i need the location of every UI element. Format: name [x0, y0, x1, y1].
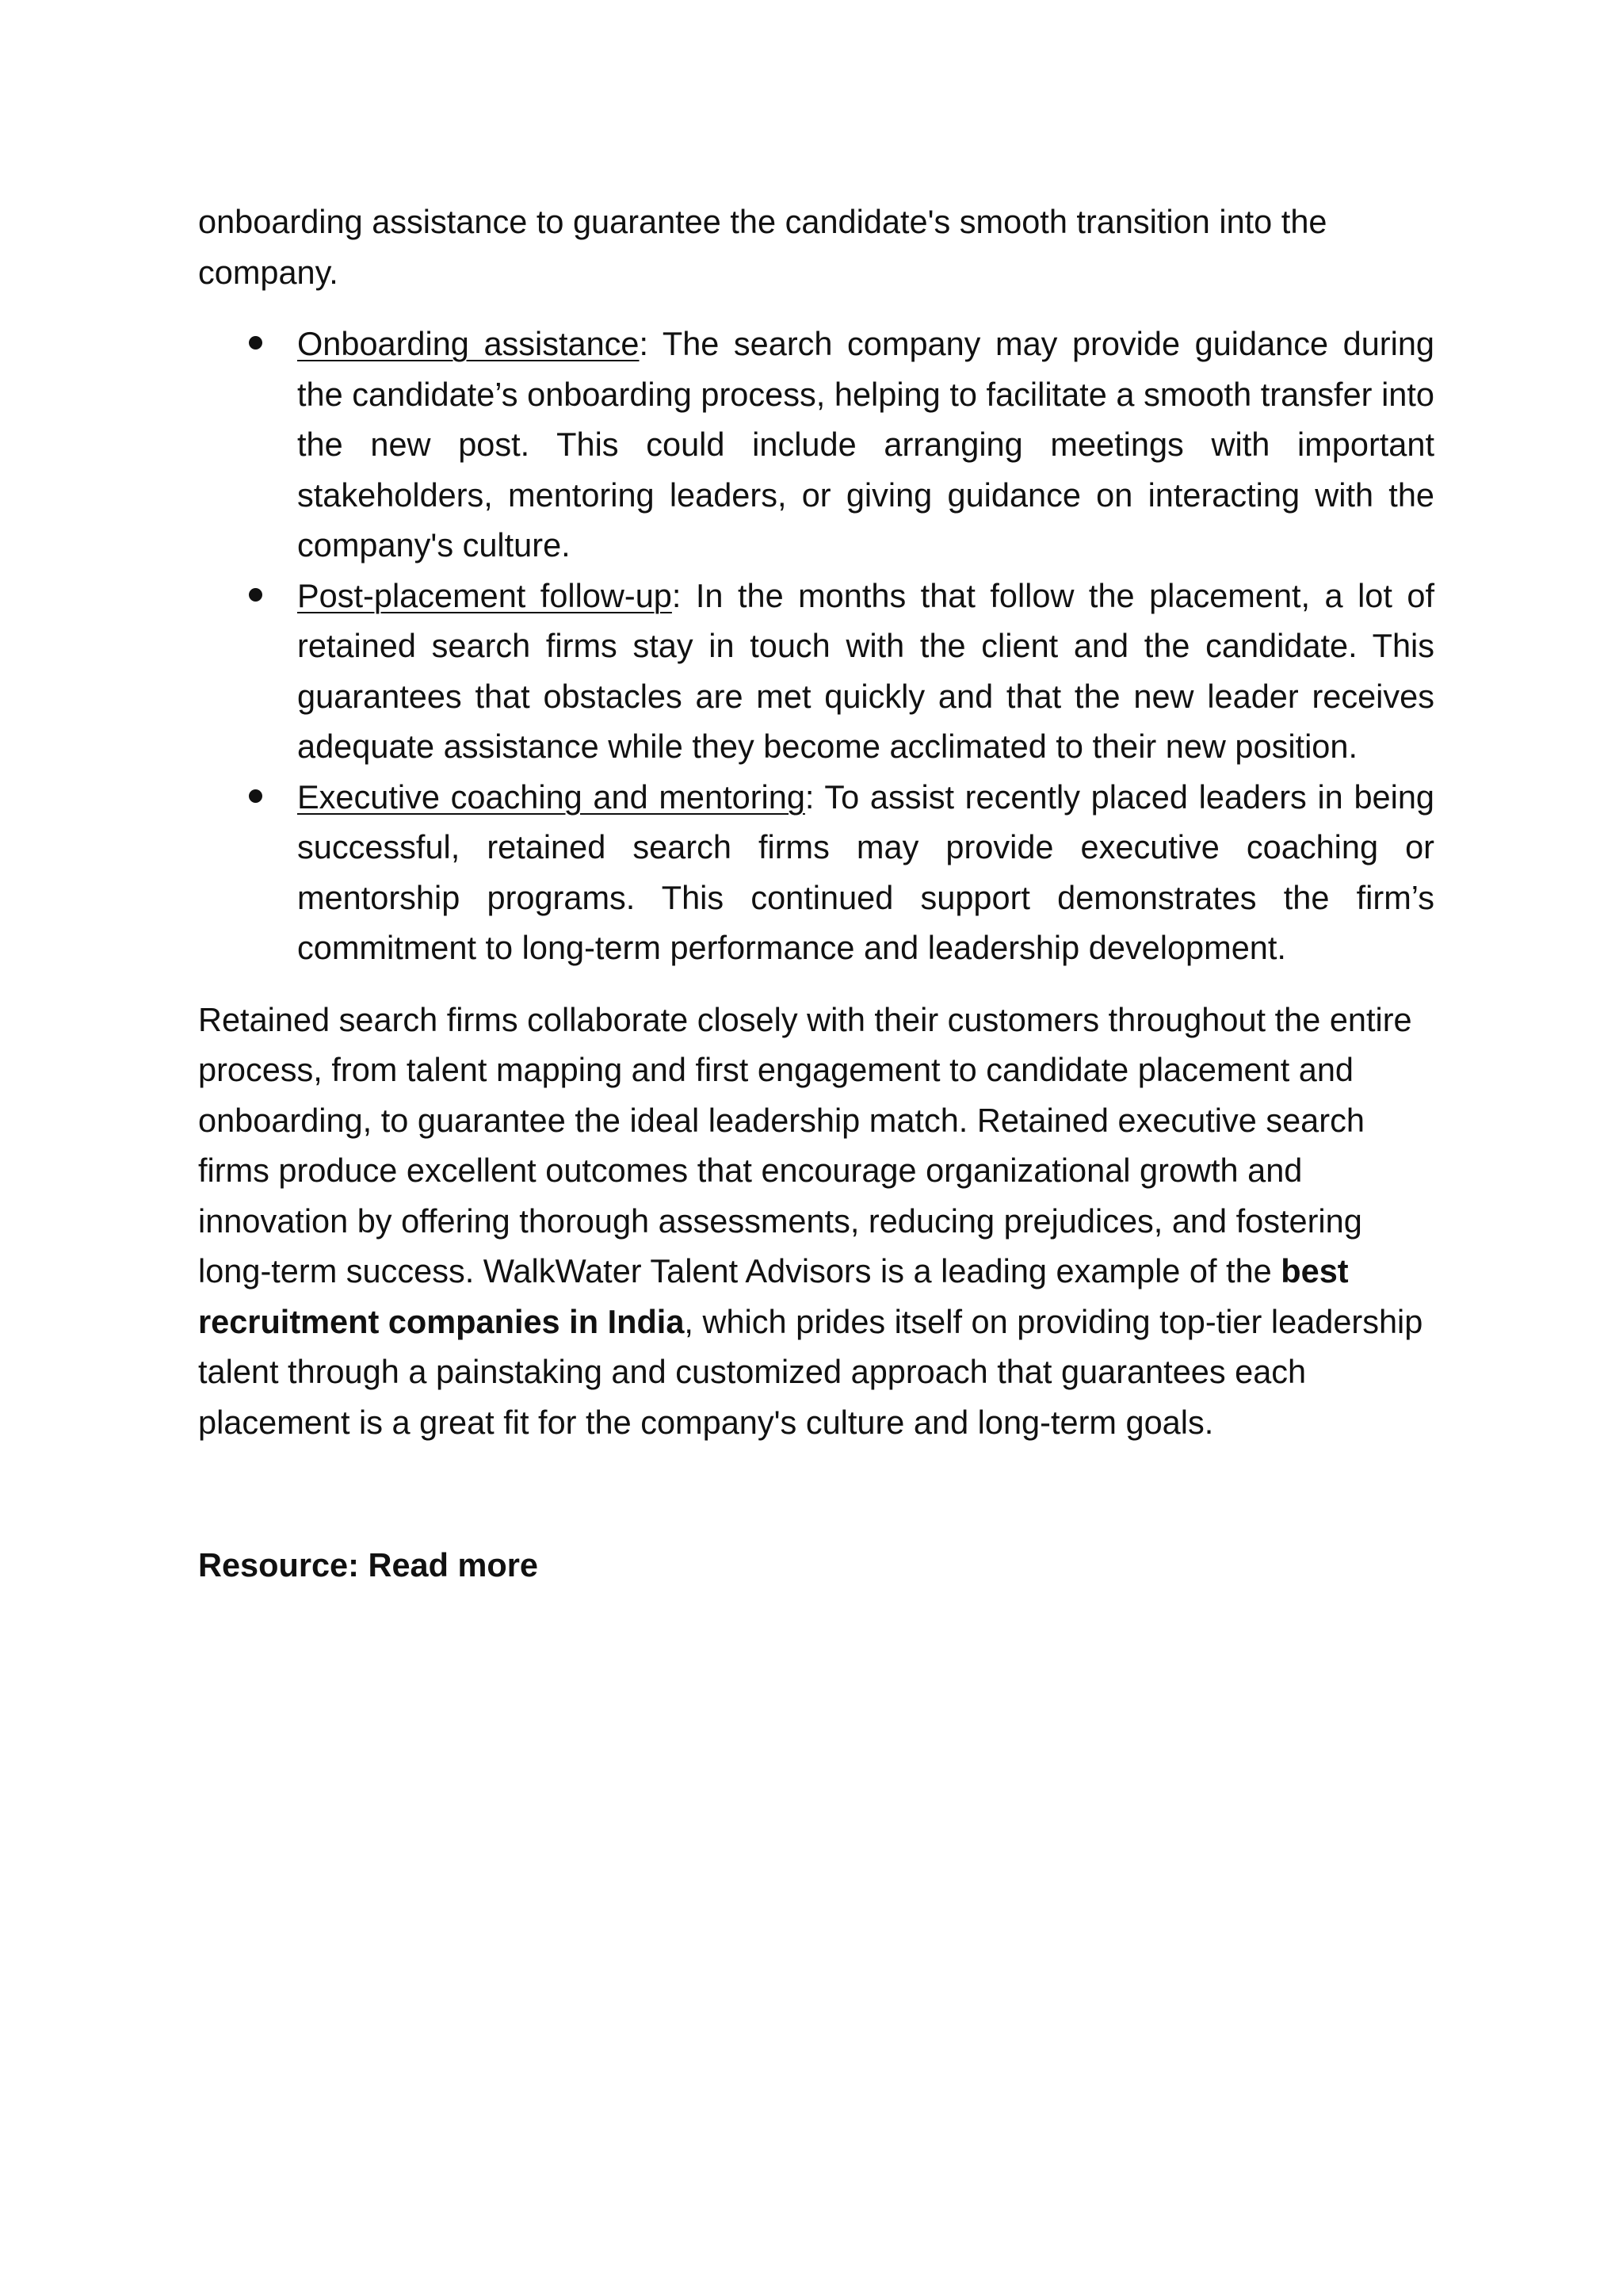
bullet-text: : In the months that follow the placement, a lot of retained search firms stay in touch with the client and the candidate. This guarantees that obstacles are met quickly and that the new leader receives adequate assistance while they become acclimated to their new position.: [297, 576, 1434, 765]
bullet-icon: [249, 336, 262, 350]
bullet-term: Post-placement follow-up: [297, 576, 672, 614]
summary-text-before: Retained search firms collaborate closely with their customers throughout the entire process, from talent mapping and first engagement to candidate placement and onboarding, to guarantee the ideal leadership match. Retained executive search firms produce excellent outcomes that encourage organizational growth and innovation by offering thorough assessments, reducing prejudices, and fostering long-term success. WalkWater Talent Advisors is a leading example of the: [198, 1000, 1412, 1289]
bullet-term: Executive coaching and mentoring: [297, 777, 805, 816]
document-page: [198, 197, 1434, 1623]
bullet-item-onboarding: [198, 319, 1434, 571]
resource-link[interactable]: Resource: Read more: [198, 1546, 538, 1584]
summary-highlight: best recruitment companies in India: [198, 1252, 1349, 1340]
bullet-term: Onboarding assistance: [297, 325, 640, 362]
bullet-text: : The search company may provide guidance during the candidate’s onboarding process, helping to facilitate a smooth transfer into the new post. This could include arranging meetings with important stakeholders, mentoring leaders, or giving guidance on interacting with the company's culture.: [297, 325, 1434, 563]
bullet-item-coaching: [198, 772, 1434, 973]
summary-text-after: , which prides itself on providing top-tier leadership talent through a painstaking and customized approach that guarantees each placement is a great fit for the company's culture and long-term goals.: [198, 1302, 1423, 1441]
bullet-icon: [249, 588, 262, 602]
bullet-icon: [249, 789, 262, 803]
bullet-text: : To assist recently placed leaders in being successful, retained search firms may provide executive coaching or mentorship programs. This continued support demonstrates the firm’s commitment to long-term performance and leadership development.: [297, 777, 1434, 966]
intro-paragraph: onboarding assistance to guarantee the candidate's smooth transition into the company.: [198, 203, 1327, 291]
bullet-list: [198, 319, 1434, 973]
bullet-item-post-placement: [198, 571, 1434, 772]
summary-paragraph: [198, 995, 1434, 1448]
